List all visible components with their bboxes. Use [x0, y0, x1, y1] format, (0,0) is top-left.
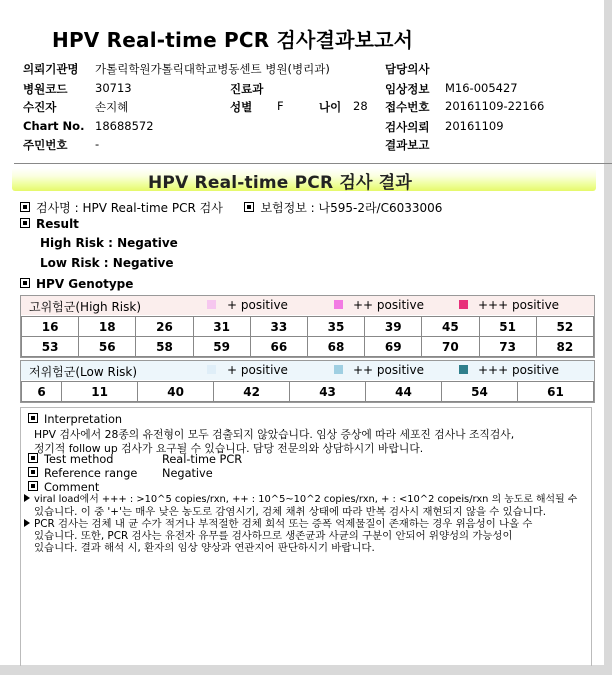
legend-plusplus-swatch: [334, 365, 343, 374]
section-banner-title: HPV Real-time PCR 검사 결과: [148, 173, 413, 193]
genotype-label: HPV Genotype: [36, 277, 134, 291]
report-title: HPV Real-time PCR 검사결과보고서: [52, 28, 414, 52]
bullet-square-icon: [20, 202, 30, 212]
clinical-info-value: M16-005427: [445, 81, 518, 95]
genotype-cell: 73: [479, 337, 536, 357]
high-risk-genotype-box: [20, 295, 595, 358]
bullet-square-icon: [28, 413, 38, 423]
genotype-cell: 82: [536, 337, 593, 357]
legend-plusplusplus-text: +++ positive: [478, 298, 560, 312]
result-heading: [20, 217, 79, 231]
comment-line-4: 있습니다. 또한, PCR 검사는 유전자 유무를 검사하므로 생존균과 사균의 구분이 안되어 위양성의 가능성이: [34, 530, 513, 542]
legend-plusplusplus-swatch: [459, 365, 468, 374]
chart-label: Chart No.: [23, 119, 85, 133]
genotype-cell: 68: [307, 337, 364, 357]
result-report-label: 결과보고: [385, 138, 430, 152]
genotype-cell: 45: [422, 317, 479, 337]
comment-text: viral load에서 +++ : >10^5 copies/rxn, ++ : 10^5~10^2 copies/rxn, + : <10^2 copeis/rxn 의 농도로 해석될 수: [34, 494, 578, 505]
sex-label: 성별: [230, 100, 253, 114]
genotype-cell: 56: [79, 337, 136, 357]
institution-label: 의뢰기관명: [23, 62, 79, 76]
low-risk-genotype-box: [20, 360, 595, 403]
test-method-label: Test method: [44, 453, 114, 466]
genotype-cell: 54: [442, 382, 518, 402]
comment-line-2: 있습니다. 이 중 '+'는 매우 낮은 농도로 감염시기, 검체 채취 상태에 따라 반복 검사시 재현되지 않을 수 있습니다.: [34, 506, 547, 518]
age-value: 28: [353, 99, 368, 113]
legend-plusplus-swatch: [334, 300, 343, 309]
interpretation-heading: [28, 413, 122, 426]
result-label: Result: [36, 217, 79, 231]
genotype-cell: 26: [136, 317, 193, 337]
genotype-cell: 44: [366, 382, 442, 402]
insurance-info: 보험정보 : 나595-2라/C6033006: [260, 201, 443, 215]
clinical-info-label: 임상정보: [385, 82, 430, 96]
genotype-cell: 51: [479, 317, 536, 337]
genotype-cell: 66: [250, 337, 307, 357]
genotype-cell: 35: [307, 317, 364, 337]
table-row: [22, 337, 594, 357]
low-risk-label: 저위험군(Low Risk): [29, 365, 138, 379]
reference-range-label: Reference range: [44, 467, 138, 480]
genotype-cell: 59: [193, 337, 250, 357]
test-name-line: [20, 199, 442, 216]
genotype-cell: 43: [290, 382, 366, 402]
legend-plus-text: + positive: [227, 298, 288, 312]
bullet-square-icon: [244, 202, 254, 212]
reference-range-row: [28, 467, 137, 480]
interpretation-label: Interpretation: [44, 413, 123, 426]
comment-label: Comment: [44, 481, 100, 494]
test-name: 검사명 : HPV Real-time PCR 검사: [36, 201, 223, 215]
genotype-cell: 11: [62, 382, 138, 402]
triangle-bullet-icon: [24, 494, 30, 502]
test-method-row: [28, 453, 113, 466]
bullet-square-icon: [28, 467, 38, 477]
high-risk-result: High Risk : Negative: [40, 236, 178, 250]
legend-plusplusplus-text: +++ positive: [478, 363, 560, 377]
resident-value: -: [95, 137, 100, 151]
reference-range-value: Negative: [162, 467, 213, 480]
genotype-cell: 52: [536, 317, 593, 337]
page-shadow-bottom: [0, 665, 612, 675]
interpretation-line-1: HPV 검사에서 28종의 유전형이 모두 검출되지 않았습니다. 임상 증상에 따라 세포진 검사나 조직검사,: [34, 428, 515, 441]
collector-value: 손지혜: [95, 100, 129, 114]
age-label: 나이: [319, 100, 342, 114]
comment-heading: [28, 481, 99, 494]
legend-plus-text: + positive: [227, 363, 288, 377]
genotype-cell: 61: [517, 382, 593, 402]
genotype-cell: 31: [193, 317, 250, 337]
high-risk-label: 고위험군(High Risk): [29, 300, 141, 314]
table-row: [22, 317, 594, 337]
request-label: 검사의뢰: [385, 120, 430, 134]
bullet-square-icon: [20, 278, 30, 288]
low-risk-table: [21, 381, 594, 402]
genotype-cell: 6: [22, 382, 62, 402]
genotype-cell: 53: [22, 337, 79, 357]
sex-value: F: [277, 99, 284, 113]
collector-label: 수진자: [23, 100, 57, 114]
request-value: 20161109: [445, 119, 504, 133]
comment-line-1: [24, 494, 577, 506]
legend-plus-swatch: [207, 365, 216, 374]
doctor-label: 담당의사: [385, 62, 430, 76]
high-risk-header: [21, 296, 594, 315]
institution-value: 가톨릭학원가톨릭대학교병동센트 병원(병리과): [95, 62, 330, 76]
page-shadow-right: [604, 0, 612, 675]
legend-plusplus-text: ++ positive: [353, 363, 424, 377]
header-divider: [14, 163, 612, 164]
low-risk-result: Low Risk : Negative: [40, 256, 174, 270]
genotype-cell: 58: [136, 337, 193, 357]
resident-label: 주민번호: [23, 138, 68, 152]
genotype-cell: 70: [422, 337, 479, 357]
legend-plus-swatch: [207, 300, 216, 309]
table-row: [22, 382, 594, 402]
legend-plusplusplus-swatch: [459, 300, 468, 309]
comment-line-5: 있습니다. 결과 해석 시, 환자의 임상 양상과 연관지어 판단하시기 바랍니다.: [34, 542, 375, 554]
interpretation-line-2: 정기적 follow up 검사가 요구될 수 있습니다. 담당 전문의와 상담하시기 바랍니다.: [34, 442, 424, 455]
genotype-cell: 39: [365, 317, 422, 337]
triangle-bullet-icon: [24, 519, 30, 527]
comment-text: PCR 검사는 검체 내 균 수가 적거나 부적절한 검체 희석 또는 증폭 억제물질이 존재하는 경우 위음성이 나올 수: [34, 518, 533, 530]
genotype-cell: 33: [250, 317, 307, 337]
genotype-cell: 42: [214, 382, 290, 402]
bullet-square-icon: [20, 218, 30, 228]
genotype-cell: 40: [138, 382, 214, 402]
low-risk-header: [21, 361, 594, 380]
high-risk-table: [21, 316, 594, 357]
dept-label: 진료과: [230, 82, 264, 96]
legend-plusplus-text: ++ positive: [353, 298, 424, 312]
test-method-value: Real-time PCR: [162, 453, 243, 466]
hospital-code-value: 30713: [95, 81, 132, 95]
genotype-heading: [20, 277, 133, 291]
comment-line-3: [24, 518, 532, 530]
chart-value: 18688572: [95, 119, 154, 133]
genotype-cell: 69: [365, 337, 422, 357]
receipt-value: 20161109-22166: [445, 99, 545, 113]
genotype-cell: 16: [22, 317, 79, 337]
receipt-label: 접수번호: [385, 100, 430, 114]
bullet-square-icon: [28, 453, 38, 463]
bullet-square-icon: [28, 481, 38, 491]
hospital-code-label: 병원코드: [23, 82, 68, 96]
genotype-cell: 18: [79, 317, 136, 337]
